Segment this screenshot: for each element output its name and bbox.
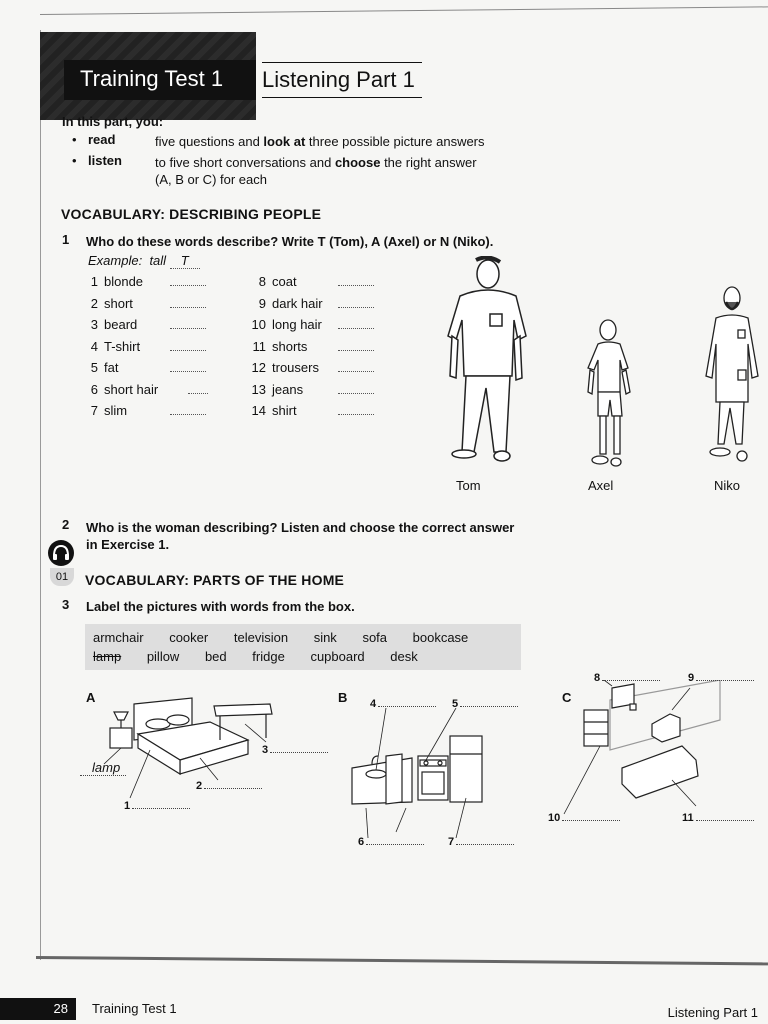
list-item: 1 blonde [80,274,208,296]
bullet-listen: • listen [72,153,122,168]
niko-illustration [702,284,764,470]
list-item: 12 trousers [248,360,374,382]
word-list-col1 [80,274,208,425]
q2-number: 2 [62,517,70,532]
audio-track-number: 01 [50,568,74,586]
label-1[interactable]: 1 [124,800,190,812]
list-item: 13 jeans [248,382,374,404]
bedroom-illustration [80,694,290,814]
test-title-box [64,60,256,100]
test-title: Training Test 1 [80,66,224,91]
bullet-listen-text: to five short conversations and choose the right answer (A, B or C) for each [155,155,477,187]
label-6[interactable]: 6 [358,836,424,848]
axel-illustration [586,316,636,470]
answer-blank[interactable] [338,363,374,372]
bottom-rule [36,956,768,965]
footer-test-title: Training Test 1 [92,1001,177,1016]
picture-letter-b: B [338,690,348,705]
bullet-read-text: five questions and look at three possible picture answers [155,134,485,149]
q2-text: Who is the woman describing? Listen and choose the correct answer in Exercise 1. [86,520,515,552]
answer-blank[interactable] [170,363,206,372]
word-item: sofa [362,630,388,645]
example-line: Example: tall T [88,253,200,269]
person-label-niko: Niko [714,478,741,493]
label-11[interactable]: 11 [682,812,754,824]
answer-blank[interactable] [170,277,206,286]
part-title: Listening Part 1 [262,62,422,98]
word-row-2 [93,649,440,664]
headphones-icon [48,540,74,566]
page-number-box [0,998,76,1020]
answer-blank[interactable] [170,320,206,329]
word-item: pillow [146,649,180,664]
list-item: 4 T-shirt [80,339,208,361]
answer-blank[interactable] [338,277,374,286]
list-item: 2 short [80,296,208,318]
word-item: armchair [93,630,144,645]
answer-blank[interactable] [338,342,374,351]
answer-blank[interactable] [338,299,374,308]
word-item: bookcase [412,630,469,645]
answer-blank[interactable] [338,406,374,415]
label-2[interactable]: 2 [196,780,262,792]
left-rule [40,30,41,960]
answer-blank[interactable] [338,320,374,329]
list-item: 5 fat [80,360,208,382]
picture-letter-a: A [86,690,96,705]
page-number: 28 [53,1001,68,1016]
q1-number: 1 [62,232,70,247]
label-10[interactable]: 10 [548,812,620,824]
top-rule [40,6,768,15]
person-label-axel: Axel [588,478,614,493]
q1-text: Who do these words describe? Write T (Tom), A (Axel) or N (Niko). [86,234,494,249]
example-answer: T [170,253,200,269]
word-row-1 [93,630,490,645]
intro-title: In this part, you: [62,114,164,129]
audio-track-badge[interactable] [48,540,76,588]
word-item: sink [313,630,337,645]
answer-blank[interactable] [170,342,206,351]
word-item: cooker [169,630,209,645]
section-describing-people: VOCABULARY: DESCRIBING PEOPLE [61,206,322,222]
list-item: 3 beard [80,317,208,339]
list-item: 14 shirt [248,403,374,425]
picture-letter-c: C [562,690,572,705]
q3-text: Label the pictures with words from the box. [86,599,355,614]
answer-blank[interactable] [188,385,208,394]
word-list-col2 [248,274,374,425]
list-item: 8 coat [248,274,374,296]
word-item: bed [204,649,227,664]
list-item: 10 long hair [248,317,374,339]
label-8[interactable]: 8 [594,672,660,684]
word-item: desk [390,649,418,664]
word-item: fridge [252,649,285,664]
word-box [85,624,521,670]
person-label-tom: Tom [456,478,481,493]
word-item-struck: lamp [93,649,122,664]
footer-part-title: Listening Part 1 [667,1005,758,1020]
list-item: 11 shorts [248,339,374,361]
list-item: 7 slim [80,403,208,425]
kitchen-illustration [346,708,496,838]
label-4[interactable]: 4 [370,698,436,710]
word-item: cupboard [310,649,365,664]
list-item: 6 short hair [80,382,208,404]
word-item: television [233,630,289,645]
answer-blank[interactable] [170,406,206,415]
label-9[interactable]: 9 [688,672,754,684]
living-room-illustration [560,680,760,820]
example-answer-lamp: lamp [80,760,126,776]
bullet-read: • read [72,132,116,147]
answer-blank[interactable] [170,299,206,308]
label-7[interactable]: 7 [448,836,514,848]
list-item: 9 dark hair [248,296,374,318]
q3-number: 3 [62,597,70,612]
answer-blank[interactable] [338,385,374,394]
label-3[interactable]: 3 [262,744,328,756]
tom-illustration [438,256,534,470]
label-5[interactable]: 5 [452,698,518,710]
section-parts-of-home: VOCABULARY: PARTS OF THE HOME [85,572,345,588]
